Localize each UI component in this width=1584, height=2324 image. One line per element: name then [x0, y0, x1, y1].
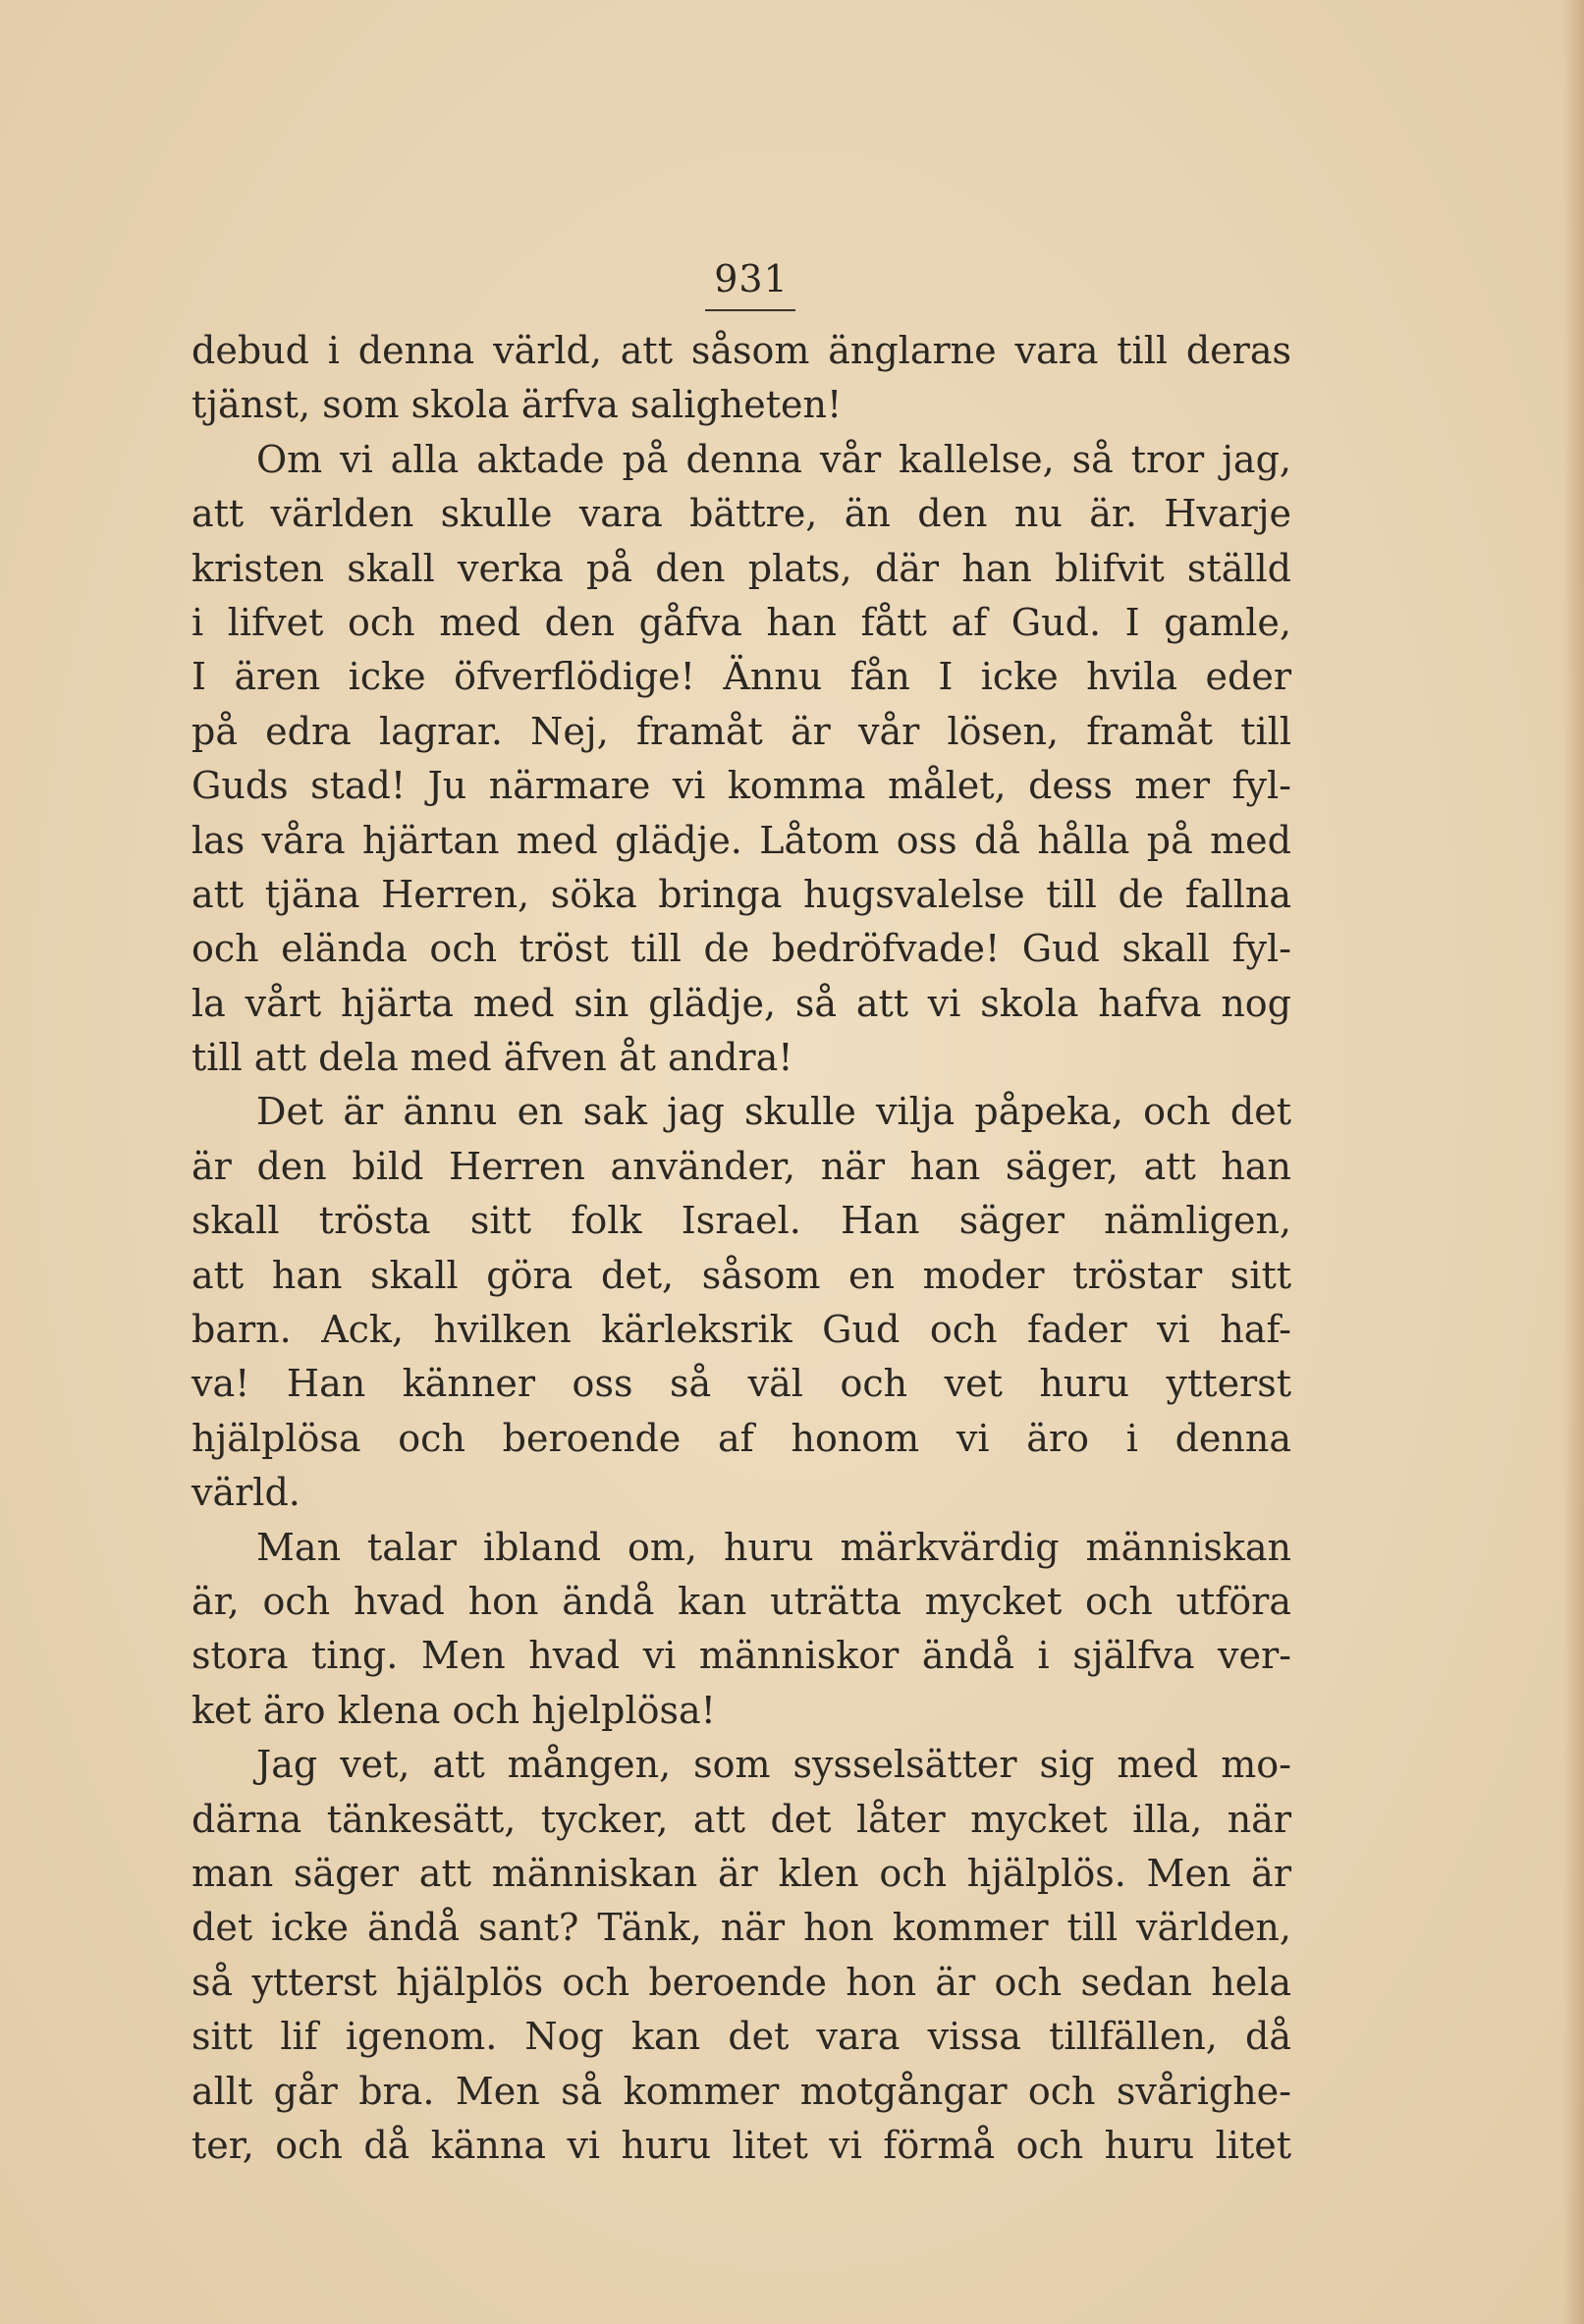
text-line: man säger att människan är klen och hjälplös. Men är — [191, 1851, 1291, 1895]
text-line: det icke ändå sant? Tänk, när hon kommer till världen, — [191, 1906, 1291, 1950]
text-line: därna tänkesätt, tycker, att det låter mycket illa, när — [191, 1797, 1291, 1841]
text-line: I ären icke öfverflödige! Ännu fån I icke hvila eder — [191, 655, 1291, 699]
text-line: stora ting. Men hvad vi människor ändå i själfva ver- — [191, 1634, 1291, 1678]
text-line: är den bild Herren använder, när han säger, att han — [191, 1144, 1291, 1188]
text-line: allt går bra. Men så kommer motgångar och svårighe- — [191, 2069, 1291, 2113]
text-line: Det är ännu en sak jag skulle vilja påpeka, och det — [256, 1090, 1291, 1134]
text-line: va! Han känner oss så väl och vet huru ytterst — [191, 1362, 1291, 1406]
text-line: värld. — [191, 1471, 300, 1515]
text-line: la vårt hjärta med sin glädje, så att vi skola hafva nog — [191, 981, 1291, 1025]
text-line: att världen skulle vara bättre, än den nu är. Hvarje — [191, 492, 1291, 536]
text-line: på edra lagrar. Nej, framåt är vår lösen, framåt till — [191, 709, 1291, 753]
page-edge-shadow — [1562, 0, 1584, 2324]
text-line: så ytterst hjälplös och beroende hon är och sedan hela — [191, 1960, 1291, 2004]
text-line: i lifvet och med den gåfva han fått af Gud. I gamle, — [191, 600, 1291, 644]
text-line: att han skall göra det, såsom en moder tröstar sitt — [191, 1253, 1291, 1297]
text-line: Man talar ibland om, huru märkvärdig människan — [256, 1525, 1291, 1569]
text-line: är, och hvad hon ändå kan uträtta mycket och utföra — [191, 1579, 1291, 1623]
text-line: debud i denna värld, att såsom änglarne vara till deras — [191, 329, 1291, 372]
text-line: tjänst, som skola ärfva saligheten! — [191, 383, 843, 427]
page-number-underline — [705, 309, 795, 311]
text-line: ket äro klena och hjelplösa! — [191, 1688, 716, 1732]
text-line: Guds stad! Ju närmare vi komma målet, dess mer fyl- — [191, 764, 1291, 808]
text-line: och elända och tröst till de bedröfvade! Gud skall fyl- — [191, 927, 1291, 971]
page-number: 931 — [714, 257, 789, 300]
text-line: kristen skall verka på den plats, där han blifvit ställd — [191, 546, 1291, 590]
text-line: till att dela med äfven åt andra! — [191, 1036, 793, 1080]
text-line: ter, och då känna vi huru litet vi förmå och huru litet — [191, 2123, 1291, 2167]
text-line: att tjäna Herren, söka bringa hugsvalelse till de fallna — [191, 872, 1291, 916]
text-line: Jag vet, att mången, som sysselsätter sig med mo- — [256, 1743, 1291, 1787]
text-line: Om vi alla aktade på denna vår kallelse, så tror jag, — [256, 437, 1291, 481]
body-text — [191, 324, 1291, 2173]
text-line: sitt lif igenom. Nog kan det vara vissa tillfällen, då — [191, 2015, 1291, 2059]
text-line: las våra hjärtan med glädje. Låtom oss då hålla på med — [191, 818, 1291, 862]
text-line: hjälplösa och beroende af honom vi äro i denna — [191, 1416, 1291, 1460]
text-line: barn. Ack, hvilken kärleksrik Gud och fader vi haf- — [191, 1308, 1291, 1352]
text-line: skall trösta sitt folk Israel. Han säger nämligen, — [191, 1199, 1291, 1243]
